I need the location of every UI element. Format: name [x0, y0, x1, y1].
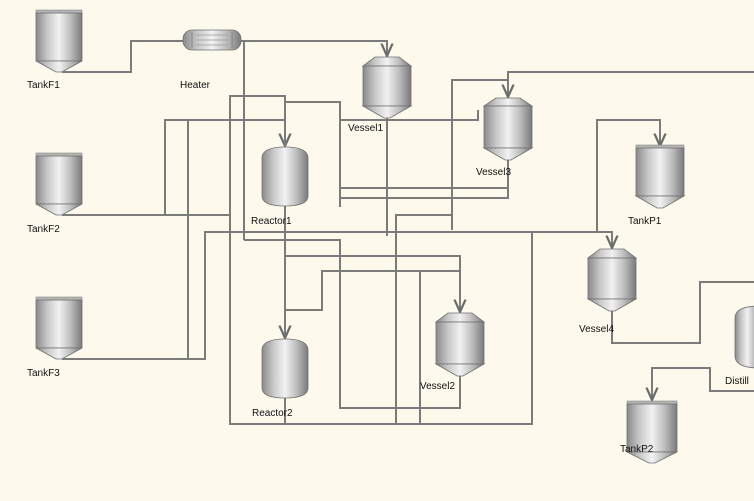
reactor1-icon[interactable] — [262, 147, 308, 206]
label-reactor2: Reactor2 — [252, 408, 293, 419]
pipe-top-header — [340, 110, 478, 120]
label-tankf3: TankF3 — [27, 368, 60, 379]
vessel4-icon[interactable] — [588, 249, 636, 311]
label-tankp2: TankP2 — [620, 444, 654, 455]
label-tankf2: TankF2 — [27, 224, 60, 235]
vessel1-icon[interactable] — [363, 57, 411, 118]
distill-icon[interactable] — [735, 306, 754, 368]
label-tankf1: TankF1 — [27, 80, 60, 91]
reactor2-icon[interactable] — [262, 339, 308, 398]
vessel2-icon[interactable] — [436, 313, 484, 376]
pipe-r1-to-v2 — [285, 256, 460, 312]
pipe-tankf2-out — [62, 120, 285, 215]
label-vessel1: Vessel1 — [348, 123, 384, 134]
pipe-feed-vessel3 — [508, 72, 754, 97]
label-tankp1: TankP1 — [628, 216, 662, 227]
vessel3-icon[interactable] — [484, 98, 532, 160]
label-reactor1: Reactor1 — [251, 216, 292, 227]
label-vessel4: Vessel4 — [579, 324, 615, 335]
label-vessel3: Vessel3 — [476, 167, 512, 178]
label-distill: Distill — [725, 376, 749, 387]
tankf2-icon[interactable] — [36, 153, 82, 215]
label-heater: Heater — [180, 80, 211, 91]
pipe-vessel3-out2 — [340, 188, 508, 198]
tankf3-icon[interactable] — [36, 297, 82, 359]
label-vessel2: Vessel2 — [420, 381, 456, 392]
heater-icon[interactable] — [183, 30, 241, 50]
pipe-heater-vessel1 — [241, 41, 387, 56]
tankf1-icon[interactable] — [36, 10, 82, 72]
tankp1-icon[interactable] — [636, 145, 684, 208]
pipe-tankf3-b — [188, 232, 615, 359]
